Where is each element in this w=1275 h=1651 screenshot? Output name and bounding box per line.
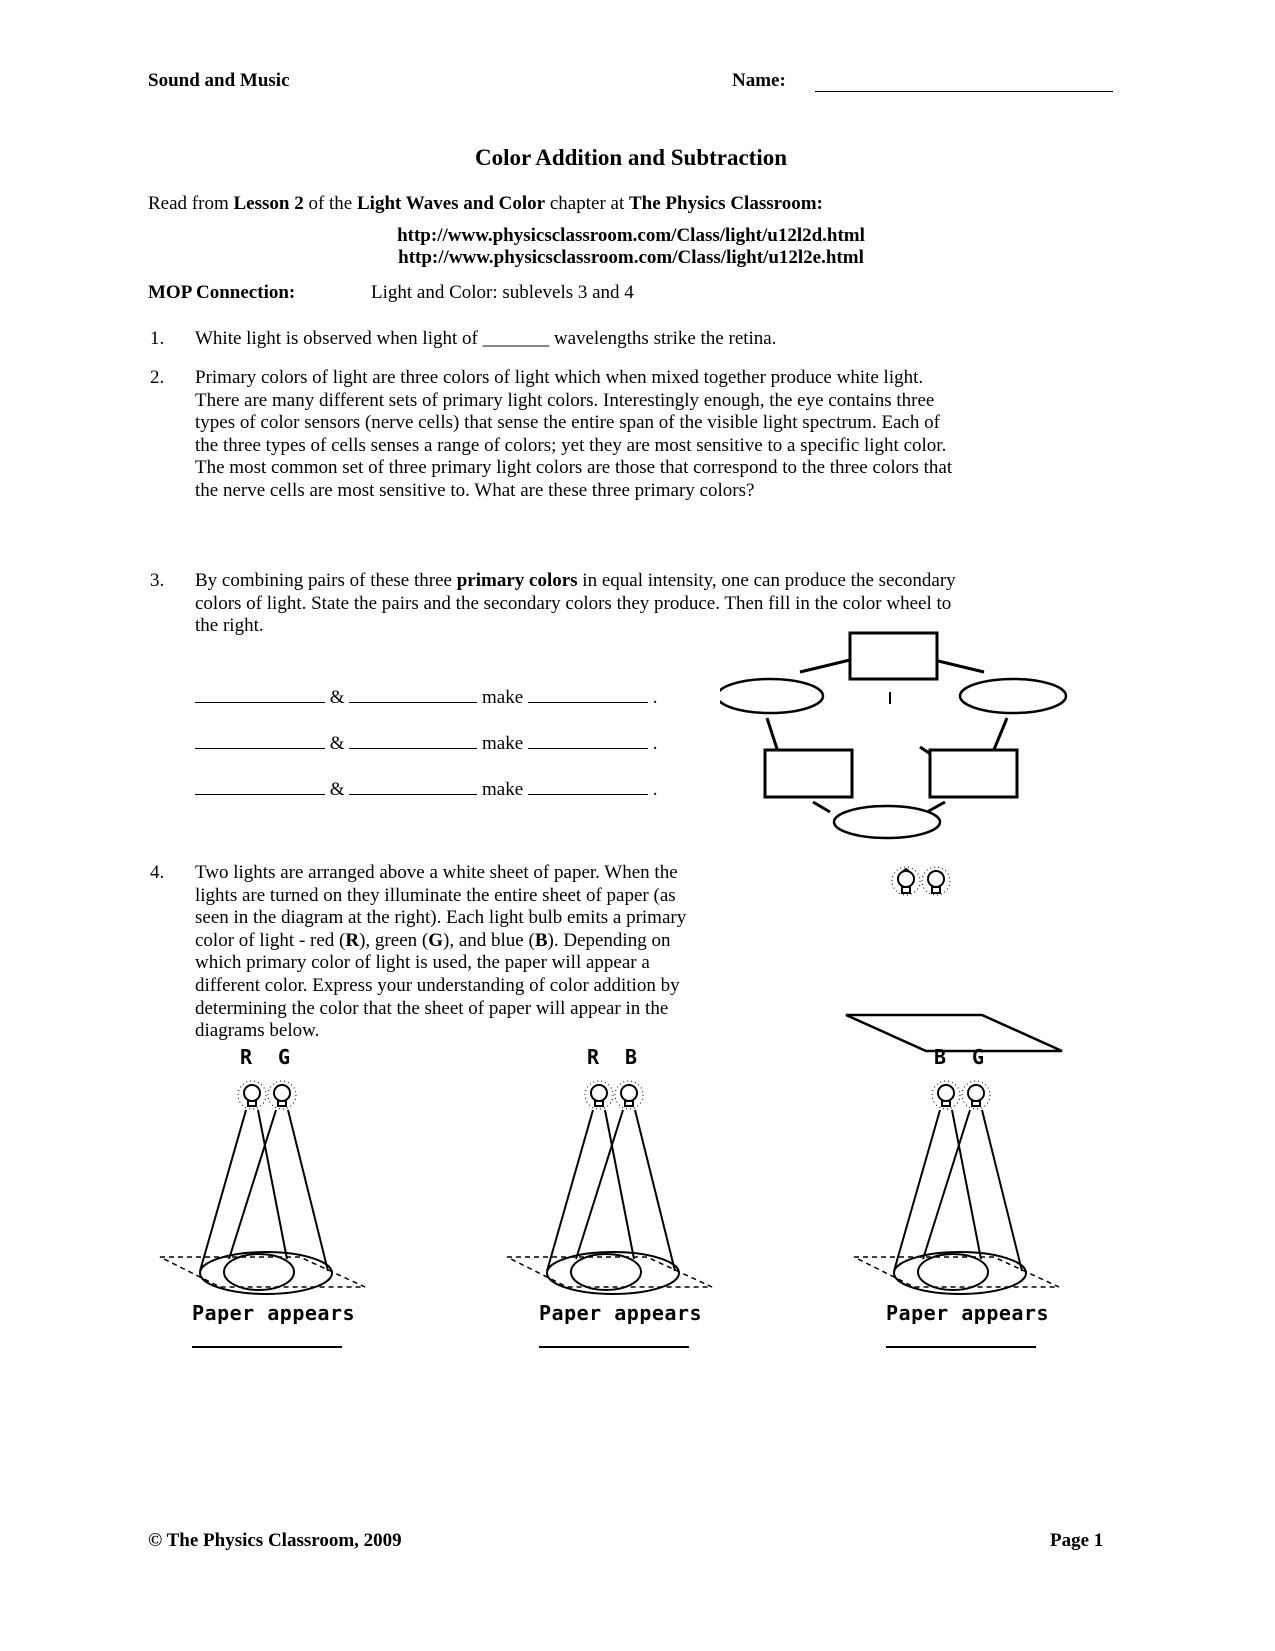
question-3-text: By combining pairs of these three primary colors in equal intensity, one can produce the secondary colors of light. State the pairs and the secondary colors they produce. Then fill in the color wheel to the right. <box>195 570 956 637</box>
light-bulb-icon <box>274 1085 290 1101</box>
bulb-label-right: B <box>625 1045 638 1069</box>
light-bulb-icon <box>591 1085 607 1101</box>
reading-instructions: Read from Lesson 2 of the Light Waves and Color chapter at The Physics Classroom: <box>148 193 823 214</box>
diagram-3-lightbeams <box>844 1075 1084 1315</box>
paper-color-answer[interactable] <box>886 1346 1036 1348</box>
light-bulb-icon <box>621 1085 637 1101</box>
wheel-box-top[interactable] <box>850 633 937 679</box>
pair-row-2: & make . <box>195 730 657 755</box>
light-bulb-icon <box>244 1085 260 1101</box>
wheel-connector <box>813 802 830 812</box>
url-link-2[interactable]: http://www.physicsclassroom.com/Class/light/u12l2e.html <box>398 247 864 268</box>
light-bulb-icon <box>938 1085 954 1101</box>
question-4-number: 4. <box>150 862 165 883</box>
pair-3-color-b[interactable] <box>349 776 477 795</box>
footer-copyright: © The Physics Classroom, 2009 <box>148 1530 402 1551</box>
question-4-text: Two lights are arranged above a white sheet of paper. When the lights are turned on they illuminate the entire sheet of paper (as seen in the diagram at the right). Each light bulb emits a primary color of light - red (R), green (G), and blue (B). Depending on which primary color of light is used, the paper will appear a different color. Express your understanding of color addition by determining the color that the sheet of paper will appear in the diagrams below. <box>195 862 687 1042</box>
bulb-label-right: G <box>278 1045 291 1069</box>
bulb-label-left: R <box>587 1045 600 1069</box>
name-field[interactable] <box>815 91 1113 92</box>
course-title: Sound and Music <box>148 70 290 91</box>
diagram-2-lightbeams <box>497 1075 737 1315</box>
wheel-connector <box>934 660 984 672</box>
diagram-1-lightbeams <box>150 1075 390 1315</box>
question-2-number: 2. <box>150 367 165 388</box>
mop-label: MOP Connection: <box>148 282 296 303</box>
pair-2-color-a[interactable] <box>195 730 325 749</box>
diagram-2 <box>497 1045 737 1365</box>
pair-1-result[interactable] <box>528 684 648 703</box>
wheel-connector <box>927 802 945 812</box>
question-1-number: 1. <box>150 328 165 349</box>
wheel-oval-bottom[interactable] <box>834 806 940 838</box>
pair-row-3: & make . <box>195 776 657 801</box>
bulb-label-right: G <box>972 1045 985 1069</box>
light-bulb-icon <box>928 871 944 893</box>
question-1-blank[interactable]: _______ <box>482 328 550 349</box>
light-bulb-icon <box>898 869 914 893</box>
pair-1-color-b[interactable] <box>349 684 477 703</box>
pair-2-color-b[interactable] <box>349 730 477 749</box>
footer-page-number: Page 1 <box>1050 1530 1104 1551</box>
wheel-oval-left[interactable] <box>720 679 823 713</box>
wheel-connector <box>800 660 850 672</box>
name-label: Name: <box>732 70 786 91</box>
pair-3-color-a[interactable] <box>195 776 325 795</box>
wheel-oval-right[interactable] <box>960 679 1066 713</box>
pair-1-color-a[interactable] <box>195 684 325 703</box>
wheel-box-right[interactable] <box>930 750 1017 797</box>
pair-row-1: & make . <box>195 684 657 709</box>
question-2-text: Primary colors of light are three colors of light which when mixed together produce white light. There are many different sets of primary light colors. Interestingly enough, the eye contains three types of color sensors (nerve cells) that sense the entire span of the visible light spectrum. Each of the three types of cells senses a range of colors; yet they are most sensitive to a specific light color. The most common set of three primary light colors are those that correspond to the three colors that the nerve cells are most sensitive to. What are these three primary colors? <box>195 367 953 501</box>
pair-2-result[interactable] <box>528 730 648 749</box>
mop-value: Light and Color: sublevels 3 and 4 <box>371 282 634 303</box>
paper-appears-label: Paper appears <box>886 1301 1050 1325</box>
question-3-number: 3. <box>150 570 165 591</box>
page-title: Color Addition and Subtraction <box>474 145 788 170</box>
setup-illustration <box>840 865 1080 1065</box>
paper-appears-label: Paper appears <box>539 1301 703 1325</box>
bulb-label-left: B <box>934 1045 947 1069</box>
pair-3-result[interactable] <box>528 776 648 795</box>
diagram-1 <box>150 1045 390 1365</box>
wheel-connector <box>993 718 1007 752</box>
question-1-text: White light is observed when light of _______ wavelengths strike the retina. <box>195 328 777 349</box>
url-link-1[interactable]: http://www.physicsclassroom.com/Class/light/u12l2d.html <box>397 225 865 246</box>
paper-appears-label: Paper appears <box>192 1301 356 1325</box>
bulb-label-left: R <box>240 1045 253 1069</box>
paper-color-answer[interactable] <box>539 1346 689 1348</box>
paper-color-answer[interactable] <box>192 1346 342 1348</box>
diagram-3 <box>844 1045 1084 1365</box>
color-wheel-diagram <box>720 630 1100 850</box>
light-bulb-icon <box>968 1085 984 1101</box>
wheel-box-left[interactable] <box>765 750 852 797</box>
